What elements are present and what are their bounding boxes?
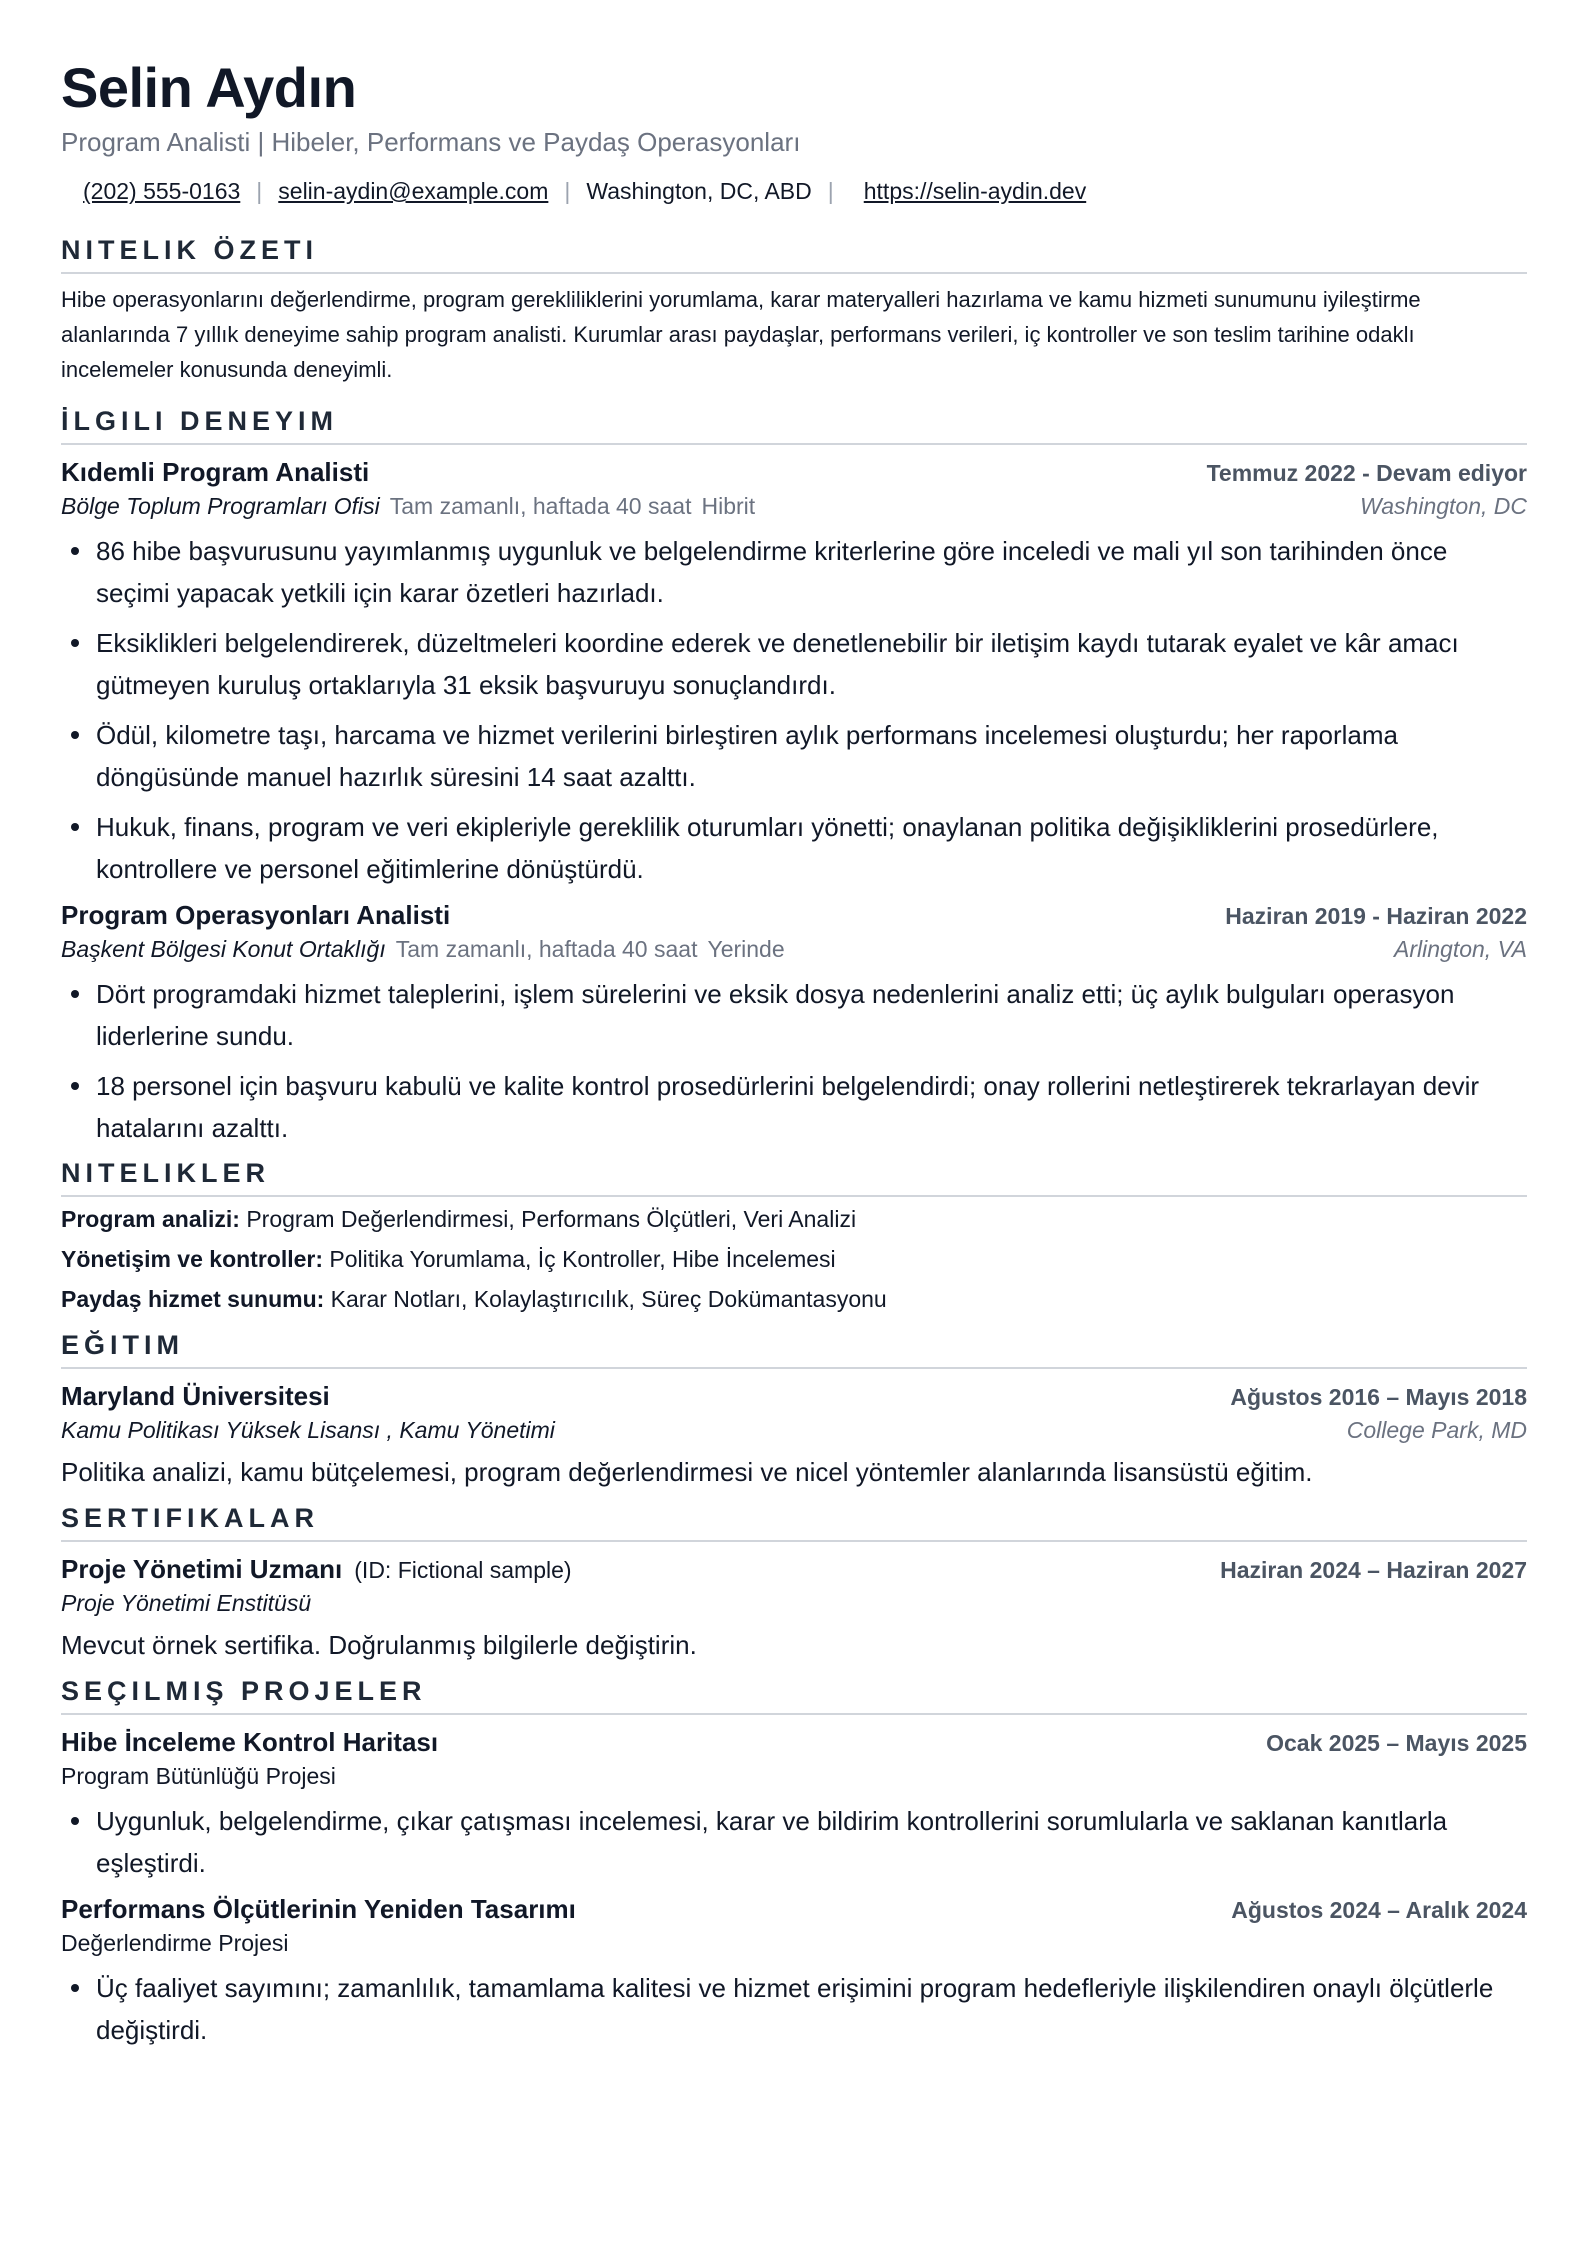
education-location: College Park, MD [1346,1417,1527,1443]
education-description: Politika analizi, kamu bütçelemesi, program değerlendirmesi ve nicel yöntemler alanlarında lisansüstü eğitim. [61,1457,1313,1487]
project-dates: Ocak 2025 – Mayıs 2025 [1266,1730,1527,1756]
contact-bar [61,176,1527,206]
project-bullets [61,1800,1527,1884]
phone-link[interactable]: (202) 555-0163 [83,178,241,204]
qualification-value: Program Değerlendirmesi, Performans Ölçütleri, Veri Analizi [246,1206,857,1232]
bullet-item: Ödül, kilometre taşı, harcama ve hizmet verilerini birleştiren aylık performans incelemesi oluşturdu; her raporlama döngüsünde manuel hazırlık süresini 14 saat azalttı. [96,714,1527,798]
project-name: Performans Ölçütlerinin Yeniden Tasarımı [61,1894,576,1924]
org-name: Başkent Bölgesi Konut Ortaklığı [61,936,386,962]
certification-description: Mevcut örnek sertifika. Doğrulanmış bilgilerle değiştirin. [61,1630,697,1660]
qualification-value: Politika Yorumlama, İç Kontroller, Hibe İncelemesi [329,1246,836,1272]
certification-id: (ID: Fictional sample) [354,1557,572,1583]
bullet-item: Üç faaliyet sayımını; zamanlılık, tamamlama kalitesi ve hizmet erişimini program hedefleriyle ilişkilendiren onaylı ölçütlerle değiştirdi. [96,1967,1527,2051]
job-dates: Haziran 2019 - Haziran 2022 [1225,903,1527,929]
certifications-section [61,1502,1527,1665]
qualification-list [61,1199,1527,1319]
org-name: Bölge Toplum Programları Ofisi [61,493,380,519]
qualification-value: Karar Notları, Kolaylaştırıcılık, Süreç Dokümantasyonu [330,1286,887,1312]
project-bullets [61,1967,1527,2051]
job-entry [61,455,1527,890]
work-mode: Hibrit [701,493,756,519]
summary-text: Hibe operasyonlarını değerlendirme, program gerekliliklerini yorumlama, karar materyalleri hazırlama ve kamu hizmeti sunumunu iyileştirme alanlarında 7 yıllık deneyime sahip program analisti. Kurumlar arası paydaşlar, performans verileri, iç kontroller ve son teslim tarihine odaklı incelemeler konusunda deneyimli. [61,287,1421,382]
education-section [61,1329,1527,1492]
job-location: Arlington, VA [1394,936,1527,962]
job-org [61,490,755,522]
qualifications-section [61,1157,1527,1319]
section-title-certifications: SERTIFIKALAR [61,1502,1527,1542]
section-title-projects: SEÇILMIŞ PROJELER [61,1675,1527,1715]
degree: Kamu Politikası Yüksek Lisansı , Kamu Yönetimi [61,1417,555,1443]
certification-dates: Haziran 2024 – Haziran 2027 [1220,1557,1527,1583]
qualification-item [61,1279,1527,1319]
bullet-item: Hukuk, finans, program ve veri ekipleriyle gereklilik oturumları yönetti; onaylanan politika değişikliklerini prosedürlere, kontrollere ve personel eğitimlerine dönüştürdü. [96,806,1527,890]
certification-heading [61,1552,572,1587]
contact-separator: | [827,178,834,204]
email-link[interactable]: selin-aydin@example.com [278,178,549,204]
bullet-item: 86 hibe başvurusunu yayımlanmış uygunluk ve belgelendirme kriterlerine göre inceledi ve mali yıl son tarihinden önce seçimi yapacak yetkili için karar özetleri hazırladı. [96,530,1527,614]
qualification-item [61,1199,1527,1239]
certification-issuer: Proje Yönetimi Enstitüsü [61,1590,312,1616]
job-title: Kıdemli Program Analisti [61,457,370,487]
project-subtitle: Değerlendirme Projesi [61,1930,289,1956]
job-location: Washington, DC [1359,493,1527,519]
education-dates: Ağustos 2016 – Mayıs 2018 [1230,1384,1527,1410]
certification-name: Proje Yönetimi Uzmanı [61,1554,343,1584]
experience-section [61,405,1527,1149]
job-dates: Temmuz 2022 - Devam ediyor [1206,460,1527,486]
summary-section [61,234,1527,387]
job-org [61,933,785,965]
bullet-item: Uygunluk, belgelendirme, çıkar çatışması incelemesi, karar ve bildirim kontrollerini sorumlularla ve saklanan kanıtlarla eşleştirdi. [96,1800,1527,1884]
job-bullets [61,973,1527,1149]
headline: Program Analisti | Hibeler, Performans ve Paydaş Operasyonları [61,127,801,157]
bullet-item: Dört programdaki hizmet taleplerini, işlem sürelerini ve eksik dosya nedenlerini analiz etti; üç aylık bulguları operasyon liderlerine sundu. [96,973,1527,1057]
employment-type: Tam zamanlı, haftada 40 saat [389,493,692,519]
employment-type: Tam zamanlı, haftada 40 saat [395,936,698,962]
candidate-name: Selin Aydın [61,56,357,119]
section-title-education: EĞITIM [61,1329,1527,1369]
section-title-summary: NITELIK ÖZETI [61,234,1527,274]
project-subtitle: Program Bütünlüğü Projesi [61,1763,336,1789]
job-bullets [61,530,1527,890]
section-title-qualifications: NITELIKLER [61,1157,1527,1197]
section-title-experience: İLGILI DENEYIM [61,405,1527,445]
location-text: Washington, DC, ABD [586,178,812,204]
qualification-item [61,1239,1527,1279]
job-entry [61,898,1527,1149]
website-link[interactable]: https://selin-aydin.dev [863,178,1087,204]
job-title: Program Operasyonları Analisti [61,900,451,930]
project-entry [61,1892,1527,2051]
education-entry [61,1379,1527,1492]
certification-entry [61,1552,1527,1665]
qualification-label: Paydaş hizmet sunumu: [61,1286,325,1312]
project-dates: Ağustos 2024 – Aralık 2024 [1231,1897,1527,1923]
qualification-label: Program analizi: [61,1206,240,1232]
project-entry [61,1725,1527,1884]
bullet-item: Eksiklikleri belgelendirerek, düzeltmeleri koordine ederek ve denetlenebilir bir iletişim kaydı tutarak eyalet ve kâr amacı gütmeyen kuruluş ortaklarıyla 31 eksik başvuruyu sonuçlandırdı. [96,622,1527,706]
work-mode: Yerinde [707,936,785,962]
school-name: Maryland Üniversitesi [61,1381,330,1411]
projects-section [61,1675,1527,2051]
project-name: Hibe İnceleme Kontrol Haritası [61,1727,439,1757]
bullet-item: 18 personel için başvuru kabulü ve kalite kontrol prosedürlerini belgelendirdi; onay rollerini netleştirerek tekrarlayan devir hatalarını azalttı. [96,1065,1527,1149]
contact-separator: | [564,178,571,204]
qualification-label: Yönetişim ve kontroller: [61,1246,324,1272]
contact-separator: | [256,178,263,204]
